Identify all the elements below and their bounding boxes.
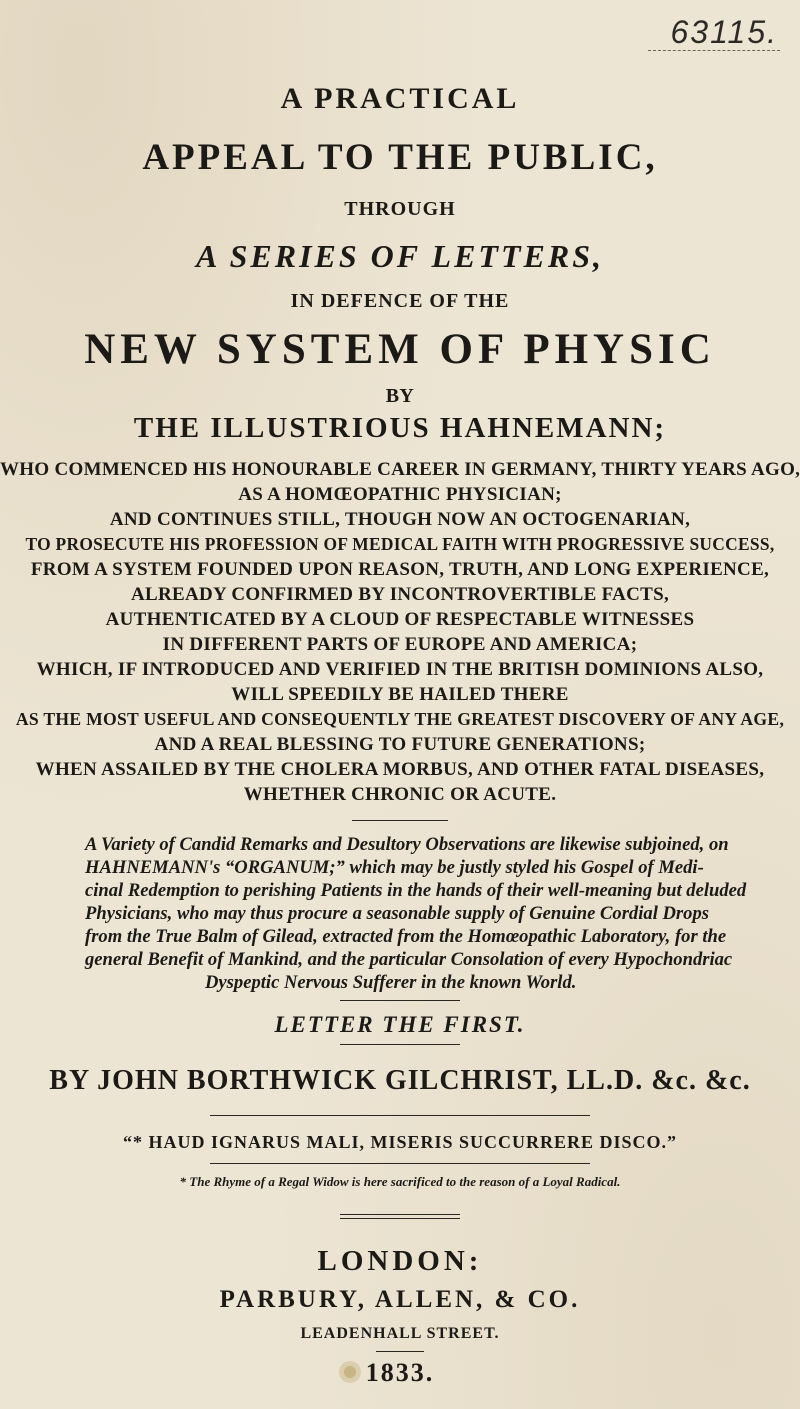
title-line-2: APPEAL TO THE PUBLIC, (142, 137, 658, 178)
remarks-paragraph (85, 833, 747, 994)
divider-rule (376, 1351, 424, 1352)
description-line-8: IN DIFFERENT PARTS OF EUROPE AND AMERICA; (162, 634, 638, 655)
motto: “* HAUD IGNARUS MALI, MISERIS SUCCURRERE DISCO.” (122, 1132, 678, 1152)
shelfmark-underline (648, 50, 780, 51)
description-line-2: AS A HOMŒOPATHIC PHYSICIAN; (238, 484, 562, 505)
remarks-line-1: A Variety of Candid Remarks and Desultory Observations are likewise subjoined, on (85, 834, 729, 855)
description-line-7: AUTHENTICATED BY A CLOUD OF RESPECTABLE WITNESSES (105, 609, 695, 630)
description-line-12: AND A REAL BLESSING TO FUTURE GENERATIONS; (154, 734, 646, 755)
remarks-line-2: HAHNEMANN's “ORGANUM;” which may be justly styled his Gospel of Medi- (85, 857, 704, 878)
divider-rule (340, 1000, 460, 1001)
divider-rule (210, 1163, 590, 1164)
imprint-publisher: PARBURY, ALLEN, & CO. (219, 1286, 581, 1313)
remarks-line-7: Dyspeptic Nervous Sufferer in the known World. (205, 972, 577, 993)
title-line-3: THROUGH (344, 198, 456, 220)
description-line-11: AS THE MOST USEFUL AND CONSEQUENTLY THE GREATEST DISCOVERY OF ANY AGE, (15, 709, 785, 729)
remarks-line-6: general Benefit of Mankind, and the particular Consolation of every Hypochondriac (85, 949, 733, 970)
remarks-line-3: cinal Redemption to perishing Patients in the hands of their well-meaning but deluded (85, 880, 747, 901)
description-line-9: WHICH, IF INTRODUCED AND VERIFIED IN THE BRITISH DOMINIONS ALSO, (36, 659, 764, 680)
title-line-7: BY (385, 385, 415, 407)
title-line-8: THE ILLUSTRIOUS HAHNEMANN; (133, 412, 667, 444)
letter-heading: LETTER THE FIRST. (274, 1012, 526, 1037)
shelfmark: 63115. (670, 14, 778, 50)
title-line-1: A PRACTICAL (280, 82, 520, 115)
divider-rule (340, 1214, 460, 1215)
description-line-1: WHO COMMENCED HIS HONOURABLE CAREER IN GERMANY, THIRTY YEARS AGO, (0, 459, 800, 480)
divider-rule (340, 1044, 460, 1045)
footnote: * The Rhyme of a Regal Widow is here sacrificed to the reason of a Loyal Radical. (179, 1174, 621, 1189)
title-line-4: A SERIES OF LETTERS, (196, 238, 604, 274)
title-line-6: NEW SYSTEM OF PHYSIC (84, 326, 716, 373)
description-line-10: WILL SPEEDILY BE HAILED THERE (231, 684, 569, 705)
divider-rule (210, 1115, 590, 1116)
imprint-city: LONDON: (317, 1245, 483, 1277)
description-line-5: FROM A SYSTEM FOUNDED UPON REASON, TRUTH, AND LONG EXPERIENCE, (30, 559, 770, 580)
author-line: BY JOHN BORTHWICK GILCHRIST, LL.D. &c. &c. (49, 1065, 751, 1096)
remarks-line-4: Physicians, who may thus procure a seasonable supply of Genuine Cordial Drops (85, 903, 709, 924)
description-line-13: WHEN ASSAILED BY THE CHOLERA MORBUS, AND OTHER FATAL DISEASES, (35, 759, 765, 780)
description-line-14: WHETHER CHRONIC OR ACUTE. (243, 784, 557, 805)
description-line-6: ALREADY CONFIRMED BY INCONTROVERTIBLE FACTS, (130, 584, 670, 605)
title-line-5: IN DEFENCE OF THE (290, 290, 510, 312)
description-line-4: TO PROSECUTE HIS PROFESSION OF MEDICAL FAITH WITH PROGRESSIVE SUCCESS, (25, 534, 775, 554)
divider-rule (340, 1218, 460, 1219)
divider-rule (352, 820, 448, 821)
imprint-year: 1833. (365, 1358, 435, 1387)
remarks-line-5: from the True Balm of Gilead, extracted from the Homœopathic Laboratory, for the (85, 926, 727, 947)
imprint-street: LEADENHALL STREET. (300, 1325, 500, 1342)
description-line-3: AND CONTINUES STILL, THOUGH NOW AN OCTOGENARIAN, (109, 509, 691, 530)
